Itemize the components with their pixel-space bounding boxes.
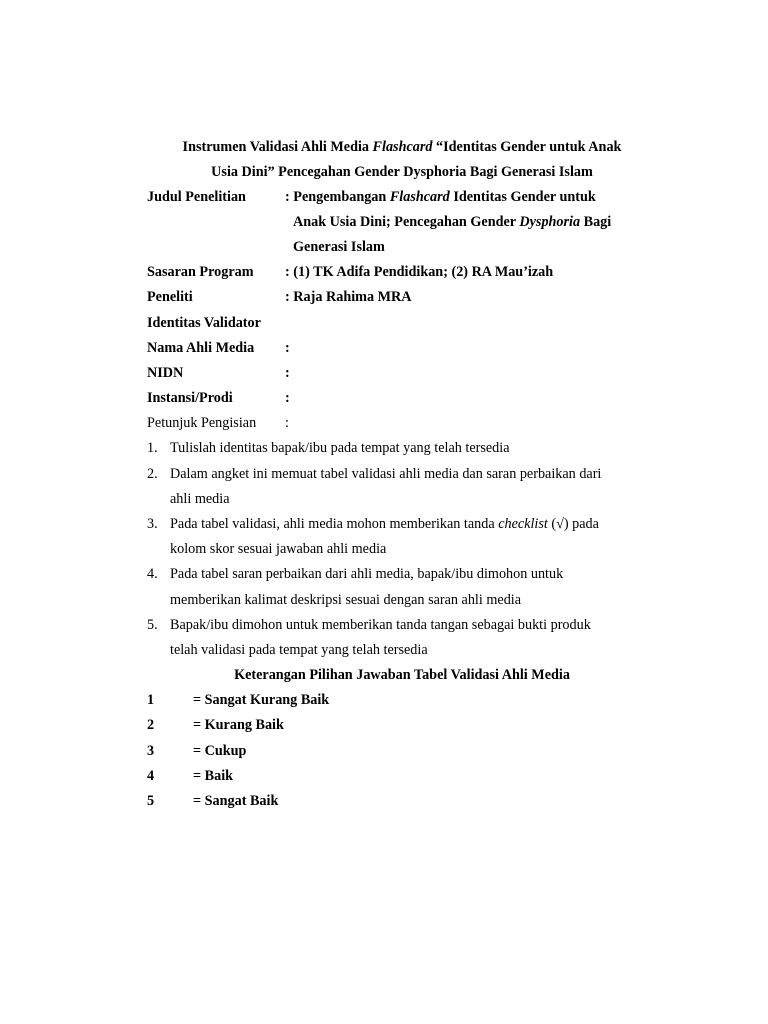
nidn-colon: :	[285, 365, 290, 381]
legend-number: 2	[147, 717, 155, 733]
list-item: Tulislah identitas bapak/ibu pada tempat yang telah tersedia	[170, 440, 510, 456]
legend-number: 5	[147, 793, 155, 809]
judul-italic: Flashcard	[389, 189, 450, 205]
instansi-label: Instansi/Prodi	[147, 390, 233, 406]
list-item-continuation: memberikan kalimat deskripsi sesuai dengan saran ahli media	[170, 592, 522, 608]
legend-text: = Cukup	[193, 743, 247, 759]
judul-text: : Pengembangan	[285, 189, 390, 205]
judul-value-line-3: Generasi Islam	[293, 239, 385, 255]
sasaran-value: : (1) TK Adifa Pendidikan; (2) RA Mau’izah	[285, 264, 554, 280]
title-italic-text: Flashcard	[372, 139, 433, 155]
legend-number: 3	[147, 743, 155, 759]
instansi-colon: :	[285, 390, 290, 406]
legend-number: 1	[147, 692, 155, 708]
legend-number: 4	[147, 768, 155, 784]
list-item-number: 1.	[147, 440, 158, 456]
petunjuk-label: Petunjuk Pengisian	[147, 415, 257, 431]
list-item-italic: checklist	[498, 516, 548, 532]
document-title-line-2: Usia Dini” Pencegahan Gender Dysphoria Bagi Generasi Islam	[211, 164, 593, 180]
judul-text-end: Identitas Gender untuk	[449, 189, 596, 205]
list-item-number: 3.	[147, 516, 158, 532]
nama-colon: :	[285, 340, 290, 356]
judul-italic-2: Dysphoria	[519, 214, 581, 230]
legend-text: = Sangat Baik	[193, 793, 279, 809]
list-item: Pada tabel saran perbaikan dari ahli media, bapak/ibu dimohon untuk	[170, 566, 564, 582]
list-item-text: Pada tabel validasi, ahli media mohon memberikan tanda	[170, 516, 499, 532]
sasaran-label: Sasaran Program	[147, 264, 254, 280]
list-item-text-end: (√) pada	[547, 516, 599, 532]
title-text-end: “Identitas Gender untuk Anak	[432, 139, 622, 155]
peneliti-label: Peneliti	[147, 289, 193, 305]
petunjuk-colon: :	[285, 415, 289, 431]
legend-text: = Kurang Baik	[193, 717, 284, 733]
title-text: Instrumen Validasi Ahli Media	[182, 139, 373, 155]
judul-text-2-end: Bagi	[580, 214, 612, 230]
list-item-number: 4.	[147, 566, 158, 582]
list-item: Dalam angket ini memuat tabel validasi ahli media dan saran perbaikan dari	[170, 466, 602, 482]
list-item-number: 5.	[147, 617, 158, 633]
legend-text: = Baik	[193, 768, 234, 784]
list-item-continuation: kolom skor sesuai jawaban ahli media	[170, 541, 387, 557]
nidn-label: NIDN	[147, 365, 184, 381]
judul-value-line-2	[293, 212, 611, 232]
keterangan-heading: Keterangan Pilihan Jawaban Tabel Validasi Ahli Media	[234, 667, 570, 683]
list-item	[170, 514, 599, 534]
peneliti-value: : Raja Rahima MRA	[285, 289, 412, 305]
list-item: Bapak/ibu dimohon untuk memberikan tanda tangan sebagai bukti produk	[170, 617, 591, 633]
nama-label: Nama Ahli Media	[147, 340, 255, 356]
document-title-line-1	[0, 137, 768, 157]
list-item-continuation: ahli media	[170, 491, 230, 507]
judul-label: Judul Penelitian	[147, 189, 246, 205]
validator-heading: Identitas Validator	[147, 315, 261, 331]
list-item-continuation: telah validasi pada tempat yang telah tersedia	[170, 642, 428, 658]
judul-text-2: Anak Usia Dini; Pencegahan Gender	[293, 214, 520, 230]
legend-text: = Sangat Kurang Baik	[193, 692, 330, 708]
list-item-number: 2.	[147, 466, 158, 482]
judul-value-line-1	[285, 187, 596, 207]
